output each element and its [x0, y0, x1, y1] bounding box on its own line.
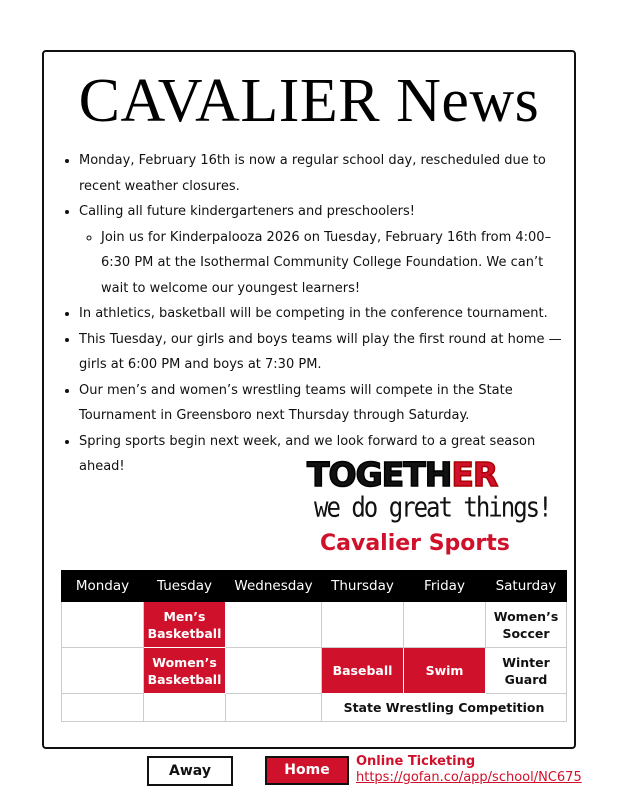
empty-cell [62, 694, 144, 722]
list-item [79, 199, 569, 301]
header-wednesday: Wednesday [226, 571, 322, 602]
online-ticketing [356, 754, 582, 786]
table-row [62, 648, 567, 694]
table-header-row [62, 571, 567, 602]
away-event-cell: State Wrestling Competition [322, 694, 567, 722]
empty-cell [62, 602, 144, 648]
empty-cell [226, 648, 322, 694]
table-row [62, 602, 567, 648]
list-item: • This Tuesday, our girls and boys teams will play the first round at home — girls at 6:00 PM and boys at 7:30 PM. [79, 327, 569, 378]
together-logo [307, 456, 497, 494]
header-tuesday: Tuesday [144, 571, 226, 602]
home-event-cell: Men’s Basketball [144, 602, 226, 648]
empty-cell [404, 602, 486, 648]
empty-cell [226, 694, 322, 722]
away-legend: Away [147, 756, 233, 786]
away-event-cell: Women’s Soccer [486, 602, 567, 648]
empty-cell [226, 602, 322, 648]
empty-cell [322, 602, 404, 648]
home-event-cell: Baseball [322, 648, 404, 694]
sports-heading: Cavalier Sports [320, 531, 510, 556]
ticketing-label: Online Ticketing [356, 754, 476, 769]
list-item: • Spring sports begin next week, and we look forward to a great season ahead! [79, 429, 569, 480]
header-thursday: Thursday [322, 571, 404, 602]
home-legend: Home [265, 756, 349, 785]
header-friday: Friday [404, 571, 486, 602]
sub-list-item: ◦ Join us for Kinderpalooza 2026 on Tuesday, February 16th from 4:00–6:30 PM at the Isothermal Community College Foundation. We can’t wait to welcome our youngest learners! [101, 225, 569, 302]
news-list [62, 148, 569, 480]
home-event-cell: Women’s Basketball [144, 648, 226, 694]
header-monday: Monday [62, 571, 144, 602]
sports-schedule-table [61, 570, 567, 722]
logo-tagline: we do great things! [314, 491, 551, 524]
list-item-text: Calling all future kindergarteners and preschoolers! [79, 204, 415, 219]
page-title: CAVALIER News [78, 67, 540, 135]
logo-text: TOGETH [307, 455, 452, 494]
logo-accent-text: ER [451, 455, 498, 494]
list-item: • Monday, February 16th is now a regular school day, rescheduled due to recent weather closures. [79, 148, 569, 199]
list-item: • Our men’s and women’s wrestling teams will compete in the State Tournament in Greensboro next Thursday through Saturday. [79, 378, 569, 429]
header-saturday: Saturday [486, 571, 567, 602]
empty-cell [62, 648, 144, 694]
ticketing-link[interactable]: https://gofan.co/app/school/NC675 [356, 770, 582, 785]
home-event-cell: Swim [404, 648, 486, 694]
away-event-cell: Winter Guard [486, 648, 567, 694]
table-row [62, 694, 567, 722]
list-item: • In athletics, basketball will be competing in the conference tournament. [79, 301, 569, 327]
empty-cell [144, 694, 226, 722]
